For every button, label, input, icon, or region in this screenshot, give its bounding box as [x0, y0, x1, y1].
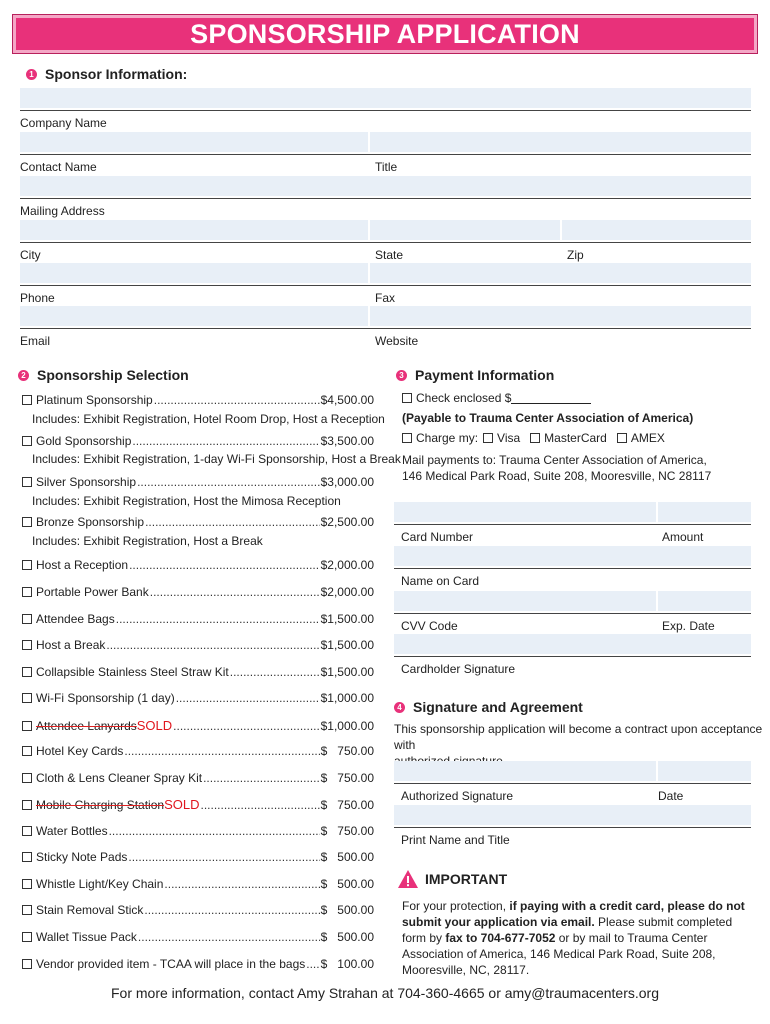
option-name: Vendor provided item - TCAA will place in the bags: [36, 957, 306, 971]
amount-field[interactable]: Amount: [656, 502, 751, 544]
important-text: For your protection, if paying with a credit card, please do not submit your application via email. Please submit completed form by fax to 704-677-7052 or by mail to Trauma Center Association of America, 146 Medical Park Road, Suite 208, Mooresville, NC, 28117.: [402, 899, 745, 977]
city-field[interactable]: City: [20, 220, 368, 262]
option-name: Gold Sponsorship: [36, 434, 132, 448]
option-price: $ 750.00: [320, 824, 374, 838]
option-name: Portable Power Bank: [36, 585, 149, 599]
mail-payments-text: Mail payments to: Trauma Center Association of America, 146 Medical Park Road, Suite 208, Mooresville, NC 28117: [402, 453, 712, 483]
section-number-1: 1: [26, 69, 37, 80]
footer-contact: For more information, contact Amy Strahan at 704-360-4665 or amy@traumacenters.org: [110, 985, 660, 1001]
dot-leader: [129, 558, 320, 572]
option-price: $ 750.00: [320, 744, 374, 758]
option-price: $1,500.00: [320, 612, 374, 626]
option-checkbox[interactable]: [22, 517, 32, 527]
option-name: Hotel Key Cards: [36, 744, 124, 758]
option-checkbox[interactable]: [22, 693, 32, 703]
sponsorship-option[interactable]: [22, 850, 374, 864]
dot-leader: [306, 957, 319, 971]
option-checkbox[interactable]: [22, 640, 32, 650]
option-checkbox[interactable]: [22, 667, 32, 677]
exp-date-field[interactable]: Exp. Date: [656, 591, 751, 633]
option-checkbox[interactable]: [22, 773, 32, 783]
option-checkbox[interactable]: [22, 746, 32, 756]
dot-leader: [173, 719, 319, 733]
sponsor-info-heading: 1 Sponsor Information:: [26, 66, 187, 82]
option-checkbox[interactable]: [22, 587, 32, 597]
website-field[interactable]: Website: [368, 306, 751, 348]
sponsorship-option[interactable]: [22, 558, 374, 572]
option-price: $3,500.00: [320, 434, 374, 448]
option-price: $ 500.00: [320, 877, 374, 891]
dot-leader: [132, 434, 319, 448]
option-price: $4,500.00: [320, 393, 374, 407]
sponsorship-option[interactable]: [22, 957, 374, 971]
option-checkbox[interactable]: [22, 436, 32, 446]
dot-leader: [176, 691, 320, 705]
dot-leader: [124, 744, 319, 758]
option-price: $2,500.00: [320, 515, 374, 529]
dot-leader: [116, 612, 320, 626]
option-price: $1,500.00: [320, 665, 374, 679]
option-price: $ 500.00: [320, 903, 374, 917]
option-price: $1,500.00: [320, 638, 374, 652]
dot-leader: [106, 638, 319, 652]
section-number-3: 3: [396, 370, 407, 381]
title-banner: [12, 14, 758, 54]
option-checkbox[interactable]: [22, 826, 32, 836]
charge-options: Charge my: Visa MasterCard AMEX: [402, 431, 665, 445]
option-includes: Includes: Exhibit Registration, 1-day Wi-Fi Sponsorship, Host a Break: [32, 452, 401, 466]
sponsorship-option[interactable]: [22, 877, 374, 891]
dot-leader: [109, 824, 320, 838]
amex-checkbox[interactable]: [617, 433, 627, 443]
option-price: $3,000.00: [320, 475, 374, 489]
sponsorship-option[interactable]: [22, 718, 374, 733]
signature-agreement-text: This sponsorship application will become a contract upon acceptance with: [394, 722, 763, 752]
option-name: Host a Break: [36, 638, 106, 652]
option-price: $ 500.00: [320, 850, 374, 864]
option-name: Collapsible Stainless Steel Straw Kit: [36, 665, 229, 679]
sponsorship-option[interactable]: [22, 475, 374, 489]
option-checkbox[interactable]: [22, 477, 32, 487]
option-checkbox[interactable]: [22, 932, 32, 942]
sponsorship-option[interactable]: [22, 638, 374, 652]
page-title: SPONSORSHIP APPLICATION: [190, 18, 580, 49]
section-number-4: 4: [394, 702, 405, 713]
option-checkbox[interactable]: [22, 614, 32, 624]
option-name: Platinum Sponsorship: [36, 393, 153, 407]
sponsorship-option[interactable]: [22, 903, 374, 917]
option-checkbox[interactable]: [22, 852, 32, 862]
sold-badge: SOLD: [164, 797, 200, 812]
dot-leader: [154, 393, 320, 407]
sponsorship-option[interactable]: [22, 434, 374, 448]
dot-leader: [150, 585, 320, 599]
option-name: Wi-Fi Sponsorship (1 day): [36, 691, 175, 705]
sponsorship-option[interactable]: [22, 744, 374, 758]
option-price: $2,000.00: [320, 558, 374, 572]
sponsorship-option[interactable]: [22, 393, 374, 407]
option-name: Mobile Charging Station: [36, 798, 165, 812]
payable-note: (Payable to Trauma Center Association of America): [402, 411, 694, 425]
check-enclosed-checkbox[interactable]: [402, 393, 412, 403]
option-name: Sticky Note Pads: [36, 850, 128, 864]
option-price: $1,000.00: [320, 691, 374, 705]
signature-date-field[interactable]: Date: [656, 761, 751, 803]
sponsorship-option[interactable]: [22, 585, 374, 599]
dot-leader: [200, 798, 319, 812]
option-price: $ 750.00: [320, 798, 374, 812]
option-checkbox[interactable]: [22, 800, 32, 810]
visa-checkbox[interactable]: [483, 433, 493, 443]
option-includes: Includes: Exhibit Registration, Hotel Room Drop, Host a Reception: [32, 412, 385, 426]
sold-badge: SOLD: [136, 718, 173, 733]
title-field[interactable]: Title: [368, 132, 751, 174]
state-field[interactable]: State: [368, 220, 560, 262]
dot-leader: [230, 665, 320, 679]
option-price: $2,000.00: [320, 585, 374, 599]
print-name-field[interactable]: Print Name and Title: [394, 805, 751, 847]
option-checkbox[interactable]: [22, 560, 32, 570]
option-checkbox[interactable]: [22, 879, 32, 889]
card-number-field[interactable]: Card Number: [394, 502, 656, 544]
mailing-address-field[interactable]: Mailing Address: [20, 176, 751, 218]
sponsorship-option[interactable]: [22, 797, 374, 812]
name-on-card-field[interactable]: Name on Card: [394, 546, 751, 588]
sponsorship-option[interactable]: [22, 515, 374, 529]
sponsorship-heading: 2 Sponsorship Selection: [18, 367, 189, 383]
option-includes: Includes: Exhibit Registration, Host the Mimosa Reception: [32, 494, 341, 508]
phone-field[interactable]: Phone: [20, 263, 368, 305]
sponsorship-option[interactable]: [22, 930, 374, 944]
sponsorship-option[interactable]: [22, 824, 374, 838]
option-name: Attendee Bags: [36, 612, 115, 626]
check-enclosed-option[interactable]: Check enclosed $: [402, 391, 591, 405]
zip-field[interactable]: Zip: [560, 220, 751, 262]
dot-leader: [128, 850, 319, 864]
sponsorship-option[interactable]: [22, 612, 374, 626]
dot-leader: [144, 903, 319, 917]
option-checkbox[interactable]: [22, 721, 32, 731]
sponsorship-option[interactable]: [22, 665, 374, 679]
dot-leader: [203, 771, 320, 785]
option-name: Silver Sponsorship: [36, 475, 137, 489]
charge-checkbox[interactable]: [402, 433, 412, 443]
mastercard-checkbox[interactable]: [530, 433, 540, 443]
option-checkbox[interactable]: [22, 395, 32, 405]
dot-leader: [164, 877, 319, 891]
email-field[interactable]: Email: [20, 306, 368, 348]
payment-heading: 3 Payment Information: [396, 367, 554, 383]
dot-leader: [138, 930, 320, 944]
option-name: Bronze Sponsorship: [36, 515, 145, 529]
company-name-field[interactable]: Company Name: [20, 88, 751, 130]
option-name: Cloth & Lens Cleaner Spray Kit: [36, 771, 203, 785]
option-price: $ 750.00: [320, 771, 374, 785]
cvv-field[interactable]: CVV Code: [394, 591, 656, 633]
dot-leader: [137, 475, 320, 489]
option-checkbox[interactable]: [22, 959, 32, 969]
option-checkbox[interactable]: [22, 905, 32, 915]
sponsorship-option[interactable]: [22, 691, 374, 705]
option-price: $ 100.00: [320, 957, 374, 971]
option-price: $1,000.00: [320, 719, 374, 733]
warning-icon: [398, 870, 418, 888]
option-includes: Includes: Exhibit Registration, Host a Break: [32, 534, 263, 548]
option-name: Whistle Light/Key Chain: [36, 877, 164, 891]
authorized-signature-field[interactable]: Authorized Signature: [394, 761, 656, 803]
contact-name-field[interactable]: Contact Name: [20, 132, 368, 174]
option-price: $ 500.00: [320, 930, 374, 944]
cardholder-signature-field[interactable]: Cardholder Signature: [394, 634, 751, 676]
sponsorship-option[interactable]: [22, 771, 374, 785]
important-heading: IMPORTANT: [398, 870, 507, 888]
option-name: Host a Reception: [36, 558, 129, 572]
option-name: Attendee Lanyards: [36, 719, 137, 733]
option-name: Wallet Tissue Pack: [36, 930, 137, 944]
option-name: Stain Removal Stick: [36, 903, 144, 917]
fax-field[interactable]: Fax: [368, 263, 751, 305]
signature-heading: 4 Signature and Agreement: [394, 699, 583, 715]
check-amount-line[interactable]: [511, 393, 591, 404]
section-number-2: 2: [18, 370, 29, 381]
dot-leader: [145, 515, 320, 529]
option-name: Water Bottles: [36, 824, 108, 838]
